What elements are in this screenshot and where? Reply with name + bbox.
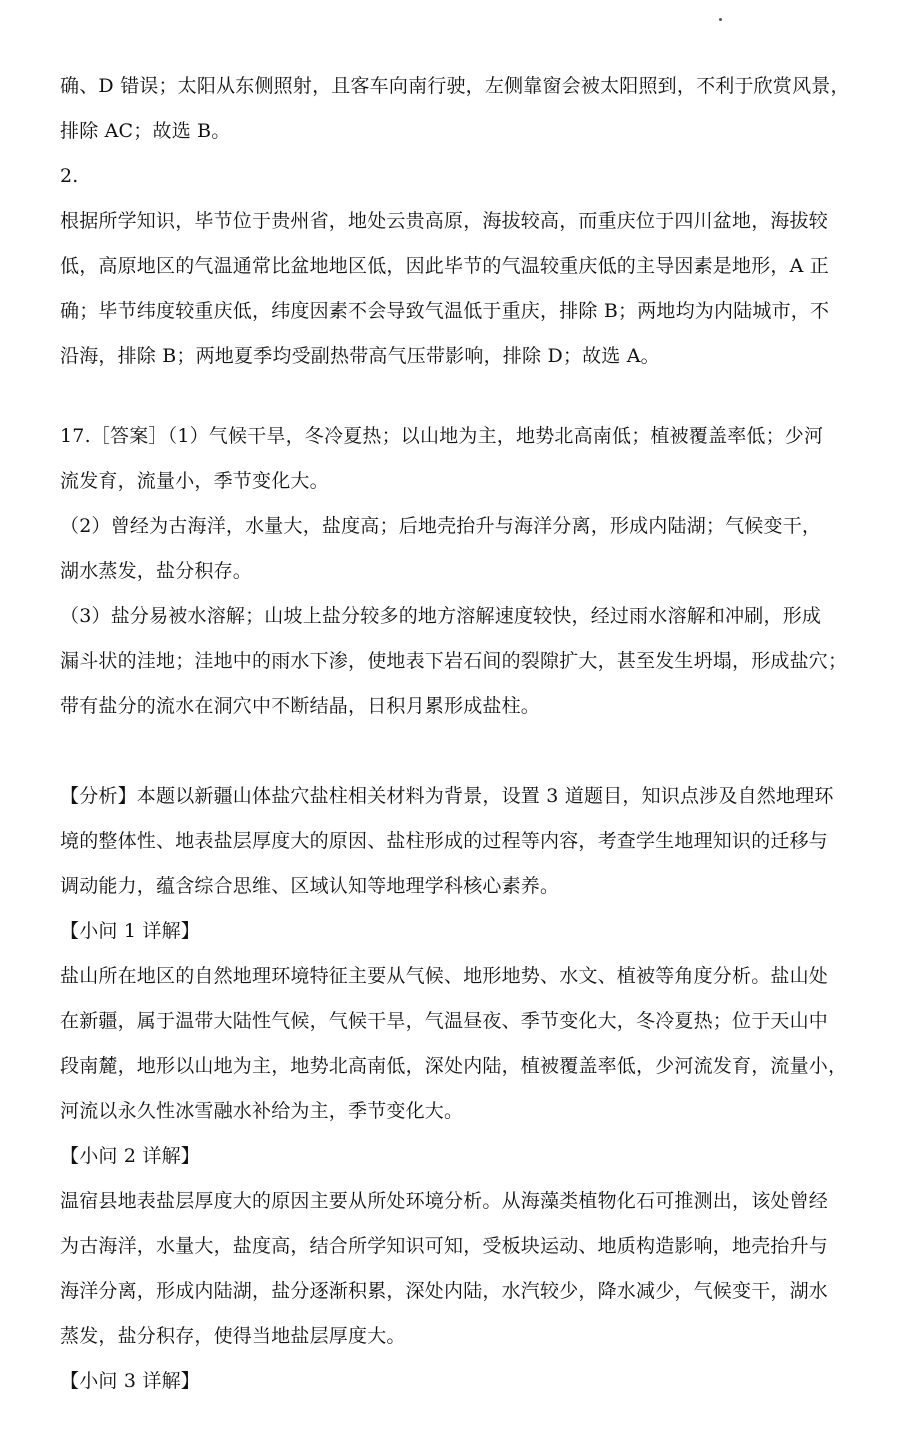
answer-line: 带有盐分的流水在洞穴中不断结晶，日积月累形成盐柱。 (60, 695, 541, 717)
analysis-line: 【分析】本题以新疆山体盐穴盐柱相关材料为背景，设置 3 道题目，知识点涉及自然地理环 (60, 785, 834, 807)
answer-line: （3）盐分易被水溶解；山坡上盐分较多的地方溶解速度较快，经过雨水溶解和冲刷，形成 (60, 605, 822, 627)
text-line: 段南麓，地形以山地为主，地势北高南低，深处内陆，植被覆盖率低，少河流发育，流量小， (60, 1055, 848, 1077)
section-heading: 【小问 2 详解】 (60, 1145, 200, 1167)
text-line: 海洋分离，形成内陆湖，盐分逐渐积累，深处内陆，水汽较少，降水减少，气候变干，湖水 (60, 1280, 829, 1302)
section-heading: 【小问 3 详解】 (60, 1370, 200, 1392)
text-line: 为古海洋，水量大，盐度高，结合所学知识可知，受板块运动、地质构造影响，地壳抬升与 (60, 1235, 829, 1257)
text-line: 根据所学知识，毕节位于贵州省，地处云贵高原，海拔较高，而重庆位于四川盆地，海拔较 (60, 210, 829, 232)
text-line: 低，高原地区的气温通常比盆地地区低，因此毕节的气温较重庆低的主导因素是地形，A 正 (60, 255, 829, 277)
analysis-line: 境的整体性、地表盐层厚度大的原因、盐柱形成的过程等内容，考查学生地理知识的迁移与 (60, 830, 829, 852)
text-line: 2. (60, 165, 79, 187)
text-line: 排除 AC；故选 B。 (60, 120, 231, 142)
answer-line: （2）曾经为古海洋，水量大，盐度高；后地壳抬升与海洋分离，形成内陆湖；气候变干， (60, 515, 822, 537)
text-line: 温宿县地表盐层厚度大的原因主要从所处环境分析。从海藻类植物化石可推测出，该处曾经 (60, 1190, 829, 1212)
answer-line: 17.［答案］（1）气候干旱，冬冷夏热；以山地为主，地势北高南低；植被覆盖率低；少河 (60, 425, 824, 447)
text-line: 确；毕节纬度较重庆低，纬度因素不会导致气温低于重庆，排除 B；两地均为内陆城市，不 (60, 300, 830, 322)
text-line: 沿海，排除 B；两地夏季均受副热带高气压带影响，排除 D；故选 A。 (60, 345, 660, 367)
answer-line: 漏斗状的洼地；洼地中的雨水下渗，使地表下岩石间的裂隙扩大，甚至发生坍塌，形成盐穴； (60, 650, 848, 672)
answer-line: 流发育，流量小，季节变化大。 (60, 470, 329, 492)
text-line: 蒸发，盐分积存，使得当地盐层厚度大。 (60, 1325, 406, 1347)
scan-dot (719, 18, 722, 21)
answer-line: 湖水蒸发，盐分积存。 (60, 560, 253, 582)
text-line: 盐山所在地区的自然地理环境特征主要从气候、地形地势、水文、植被等角度分析。盐山处 (60, 965, 829, 987)
analysis-line: 调动能力，蕴含综合思维、区域认知等地理学科核心素养。 (60, 875, 560, 897)
text-line: 在新疆，属于温带大陆性气候，气候干旱，气温昼夜、季节变化大，冬冷夏热；位于天山中 (60, 1010, 829, 1032)
section-heading: 【小问 1 详解】 (60, 920, 200, 942)
text-line: 河流以永久性冰雪融水补给为主，季节变化大。 (60, 1100, 464, 1122)
text-line: 确、D 错误；太阳从东侧照射，且客车向南行驶，左侧靠窗会被太阳照到，不利于欣赏风景， (60, 75, 850, 97)
